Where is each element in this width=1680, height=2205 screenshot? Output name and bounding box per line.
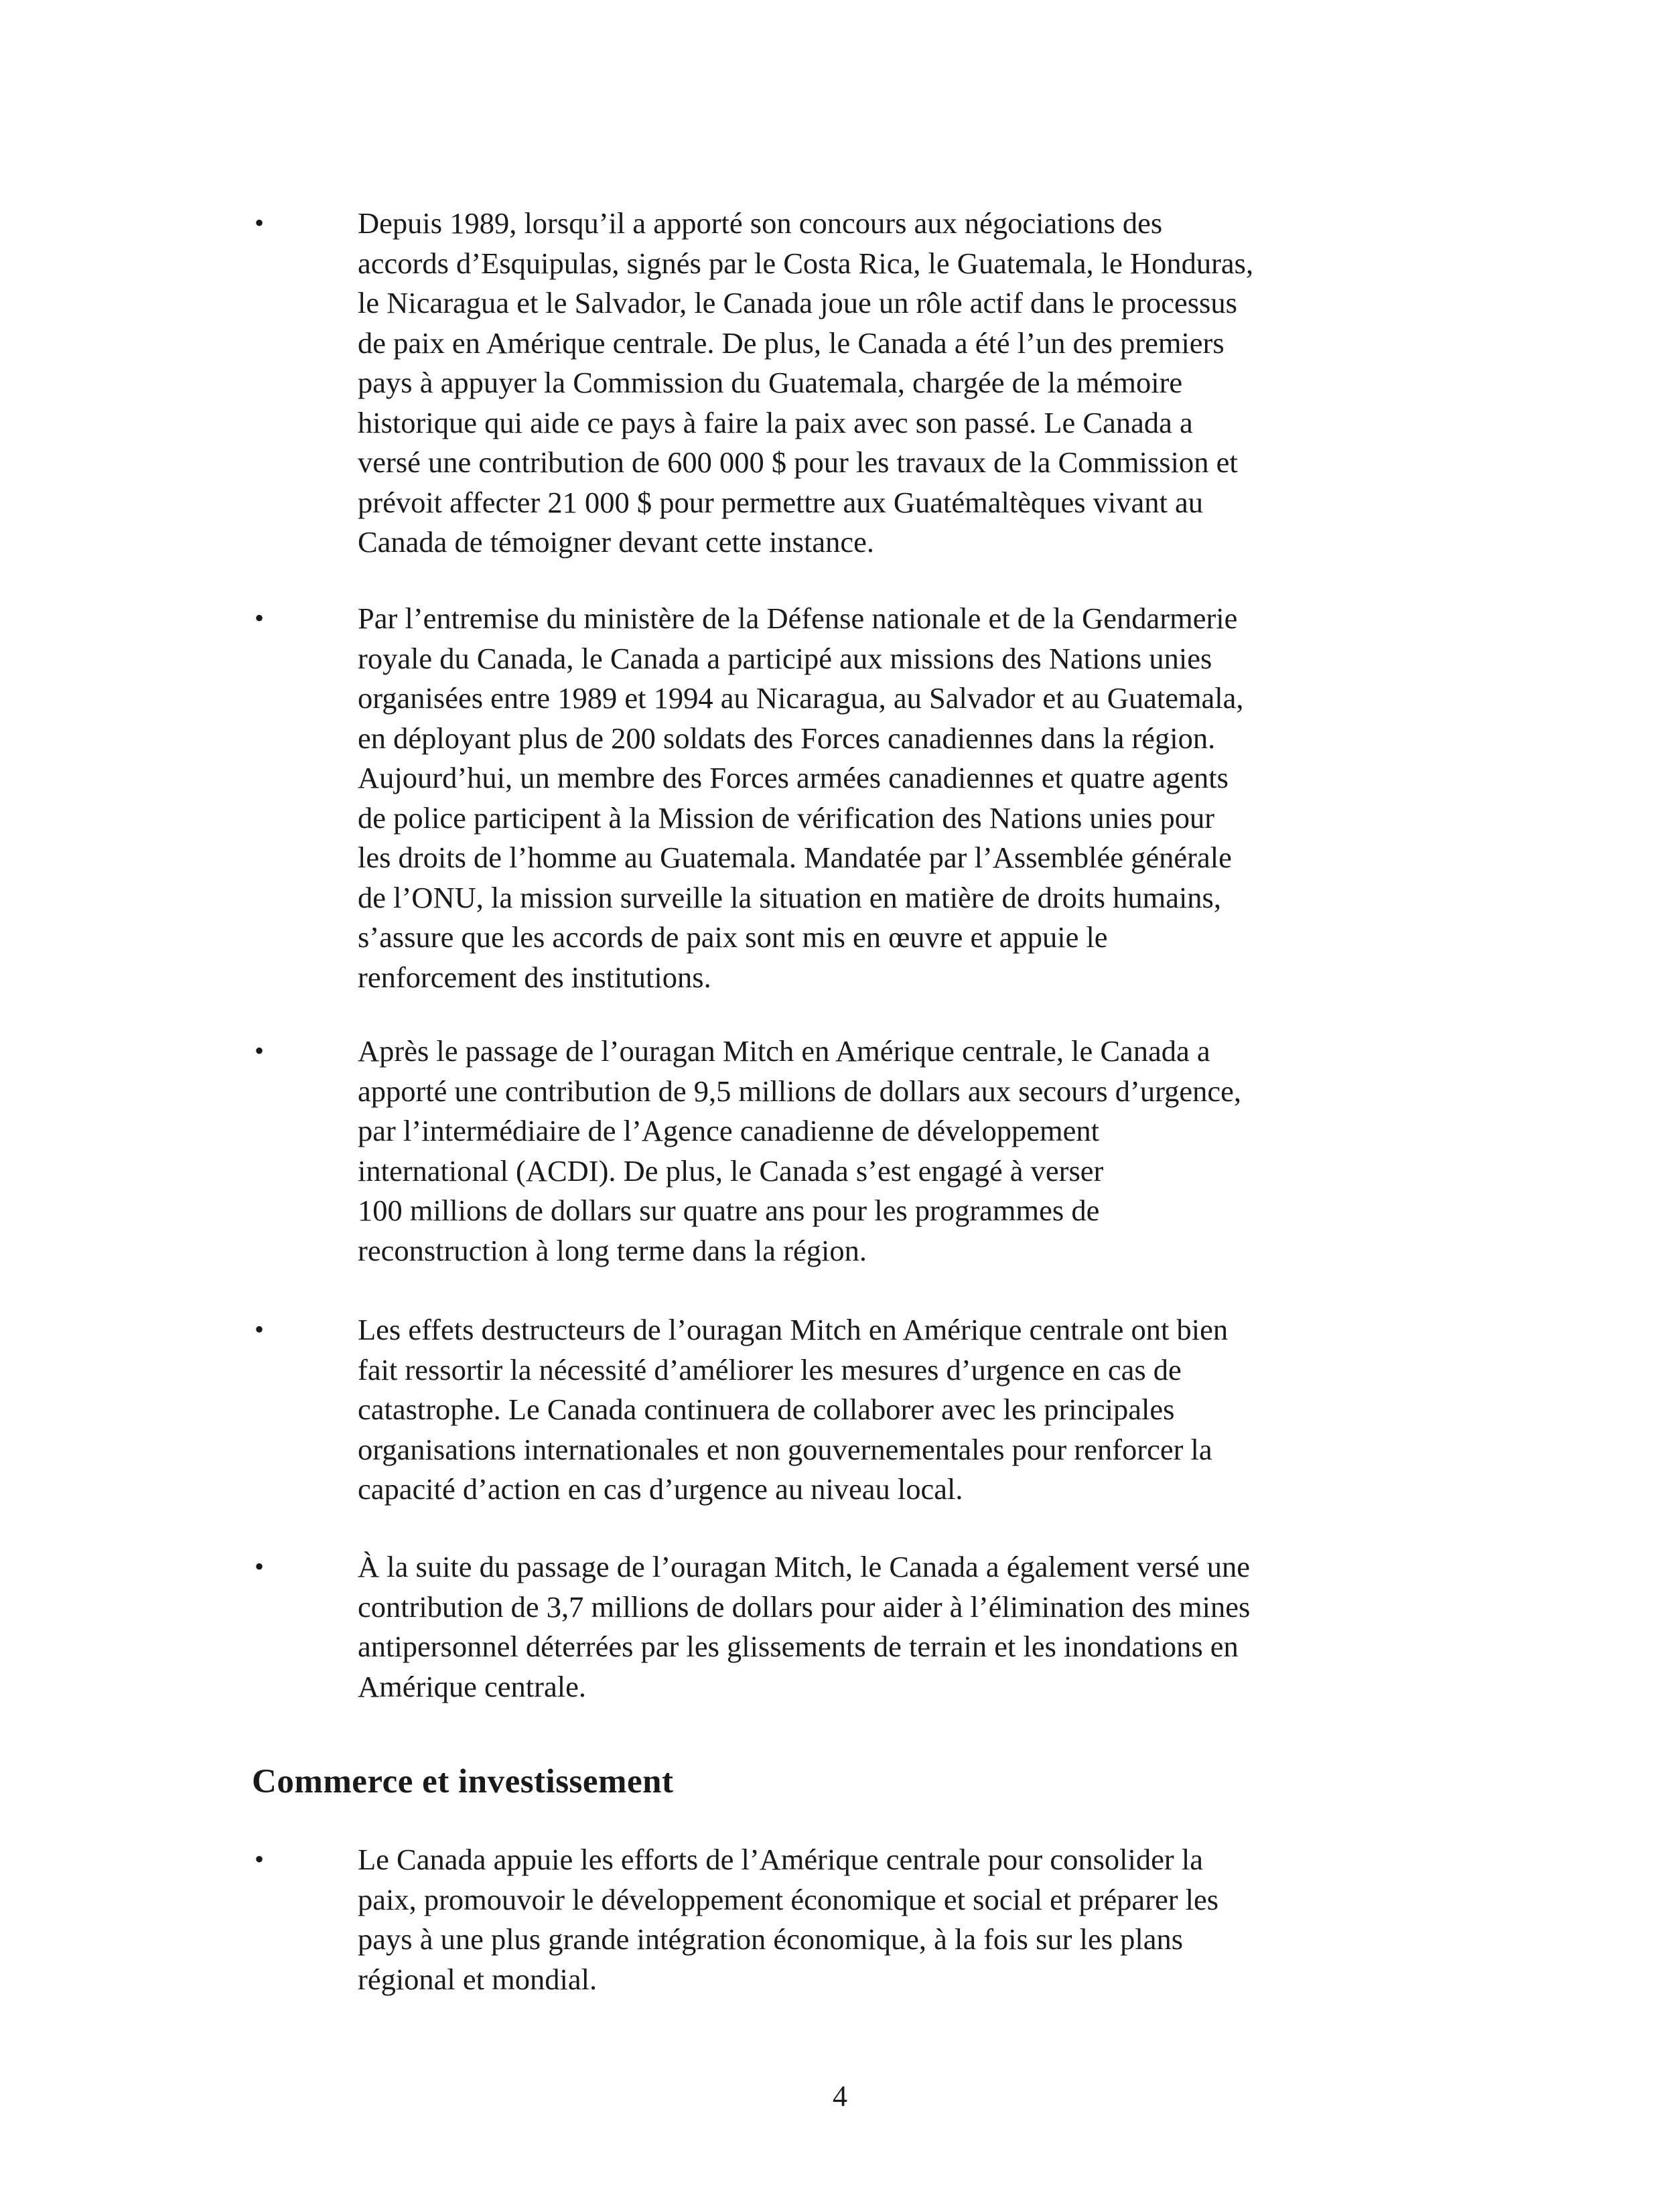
bullet-symbol: • [255, 1551, 265, 1581]
bullet-paragraph: À la suite du passage de l’ouragan Mitch, le Canada a également versé une contribution de 3,7 millions de dollars pour aider à l’élimination des mines antipersonnel déterrées par les glissements de terrain et les inondations en Amérique centrale. [358, 1550, 1251, 1703]
page-number: 4 [833, 2080, 847, 2113]
bullet-symbol: • [255, 208, 265, 238]
bullet-symbol: • [255, 1844, 265, 1874]
bullet-symbol: • [255, 603, 265, 633]
bullet-paragraph: Le Canada appuie les efforts de l’Amérique centrale pour consolider la paix, promouvoir le développement économique et social et préparer les pays à une plus grande intégration économique, à la fois sur les plans régional et mondial. [358, 1843, 1219, 1996]
bullet-symbol: • [255, 1314, 265, 1344]
bullet-paragraph: Depuis 1989, lorsqu’il a apporté son concours aux négociations des accords d’Esquipulas, signés par le Costa Rica, le Guatemala, le Honduras, le Nicaragua et le Salvador, le Canada joue un rôle actif dans le processus de paix en Amérique centrale. De plus, le Canada a été l’un des premiers pays à appuyer la Commission du Guatemala, chargée de la mémoire historique qui aide ce pays à faire la paix avec son passé. Le Canada a versé une contribution de 600 000 $ pour les travaux de la Commission et prévoit affecter 21 000 $ pour permettre aux Guatémaltèques vivant au Canada de témoigner devant cette instance. [358, 206, 1254, 559]
section-heading: Commerce et investissement [252, 1763, 674, 1800]
bullet-paragraph: Après le passage de l’ouragan Mitch en Amérique centrale, le Canada a apporté une contribution de 9,5 millions de dollars aux secours d’urgence, par l’intermédiaire de l’Agence canadienne de développement international (ACDI). De plus, le Canada s’est engagé à verser 100 millions de dollars sur quatre ans pour les programmes de reconstruction à long terme dans la région. [358, 1034, 1242, 1267]
bullet-symbol: • [255, 1036, 265, 1066]
bullet-paragraph: Par l’entremise du ministère de la Défense nationale et de la Gendarmerie royale du Canada, le Canada a participé aux missions des Nations unies organisées entre 1989 et 1994 au Nicaragua, au Salvador et au Guatemala, en déployant plus de 200 soldats des Forces canadiennes dans la région. Aujourd’hui, un membre des Forces armées canadiennes et quatre agents de police participent à la Mission de vérification des Nations unies pour les droits de l’homme au Guatemala. Mandatée par l’Assemblée générale de l’ONU, la mission surveille la situation en matière de droits humains, s’assure que les accords de paix sont mis en œuvre et appuie le renforcement des institutions. [358, 601, 1244, 994]
bullet-paragraph: Les effets destructeurs de l’ouragan Mitch en Amérique centrale ont bien fait ressortir la nécessité d’améliorer les mesures d’urgence en cas de catastrophe. Le Canada continuera de collaborer avec les principales organisations internationales et non gouvernementales pour renforcer la capacité d’action en cas d’urgence au niveau local. [358, 1313, 1229, 1506]
